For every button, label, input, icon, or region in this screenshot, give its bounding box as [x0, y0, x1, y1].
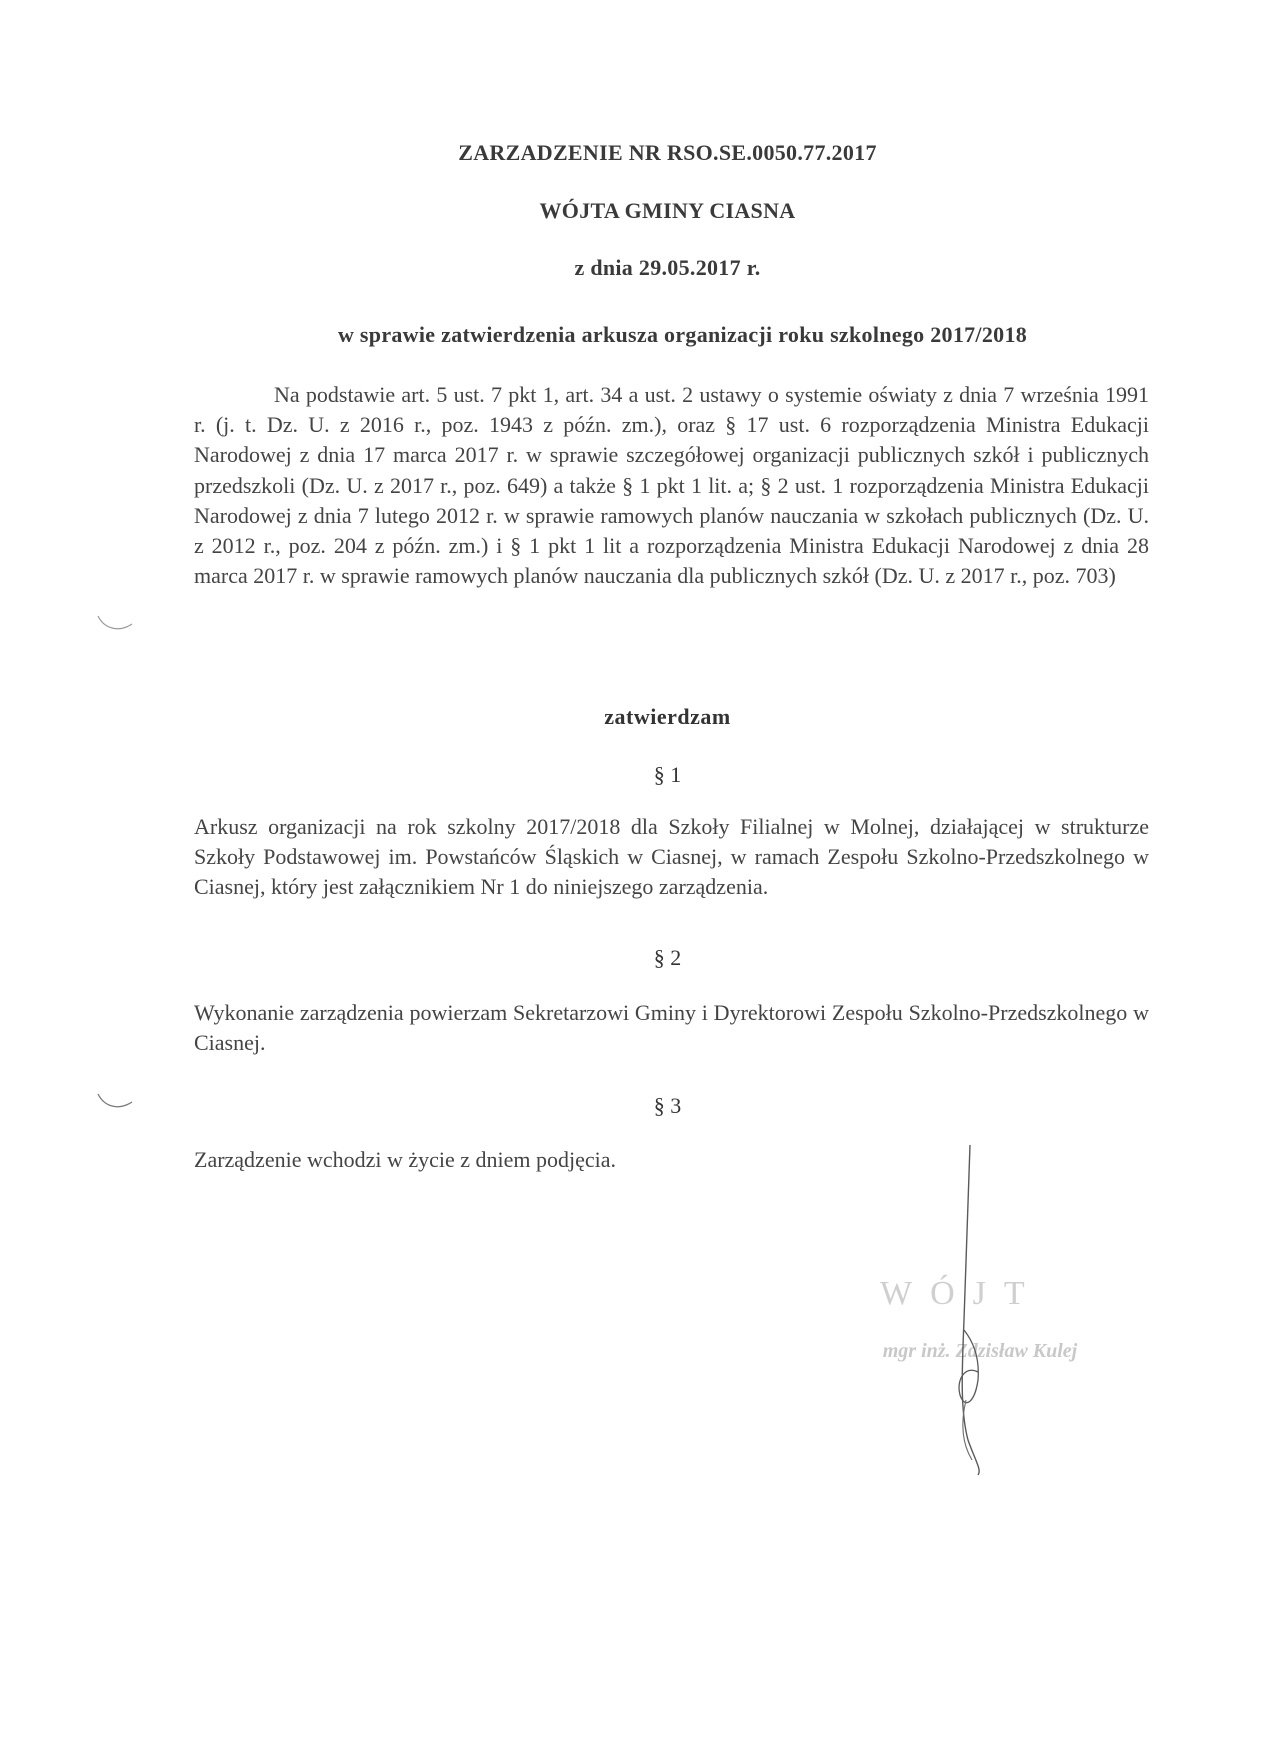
document-number: ZARZADZENIE NR RSO.SE.0050.77.2017 — [458, 140, 877, 165]
section-2-symbol: § 2 — [653, 945, 682, 970]
punch-hole-mark-lower — [95, 1088, 135, 1118]
issuing-authority: WÓJTA GMINY CIASNA — [539, 198, 796, 223]
section-3-symbol: § 3 — [653, 1093, 682, 1118]
section-3-text: Zarządzenie wchodzi w życie z dniem podjęcia. — [194, 1147, 617, 1172]
punch-hole-mark-upper — [95, 610, 135, 640]
section-1-text: Arkusz organizacji na rok szkolny 2017/2018 dla Szkoły Filialnej w Molnej, działającej w strukturze Szkoły Podstawowej im. Powstańców Śląskich w Ciasnej, w ramach Zespołu Szkolno-Przedszkolnego w Ciasnej, który jest załącznikiem Nr 1 do niniejszego zarządzenia. — [194, 814, 1149, 900]
document-subject: w sprawie zatwierdzenia arkusza organizacji roku szkolnego 2017/2018 — [337, 322, 1028, 347]
legal-basis-paragraph: Na podstawie art. 5 ust. 7 pkt 1, art. 34 a ust. 2 ustawy o systemie oświaty z dnia 7 września 1991 r. (j. t. Dz. U. z 2016 r., poz. 1943 z późn. zm.), oraz § 17 ust. 6 rozporządzenia Ministra Edukacji Narodowej z dnia 17 marca 2017 r. w sprawie szczegółowej organizacji publicznych szkół i publicznych przedszkoli (Dz. U. z 2017 r., poz. 649) a także § 1 pkt 1 lit. a; § 2 ust. 1 rozporządzenia Ministra Edukacji Narodowej z dnia 7 lutego 2012 r. w sprawie ramowych planów nauczania w szkołach publicznych (Dz. U. z 2012 r., poz. 204 z późn. zm.) i § 1 pkt 1 lit a rozporządzenia Ministra Edukacji Narodowej z dnia 28 marca 2017 r. w sprawie ramowych planów nauczania dla publicznych szkół (Dz. U. z 2017 r., poz. 703) — [194, 382, 1149, 589]
stamp-name: mgr inż. Zdzisław Kulej — [882, 1340, 1078, 1362]
document-date: z dnia 29.05.2017 r. — [574, 255, 761, 280]
section-2-text: Wykonanie zarządzenia powierzam Sekretarzowi Gminy i Dyrektorowi Zespołu Szkolno-Przedszkolnego w Ciasnej. — [194, 1000, 1149, 1056]
stamp-title: WÓJT — [880, 1275, 1043, 1312]
section-1-symbol: § 1 — [653, 762, 682, 787]
decree-word: zatwierdzam — [604, 704, 731, 729]
handwritten-signature — [920, 1140, 1010, 1480]
